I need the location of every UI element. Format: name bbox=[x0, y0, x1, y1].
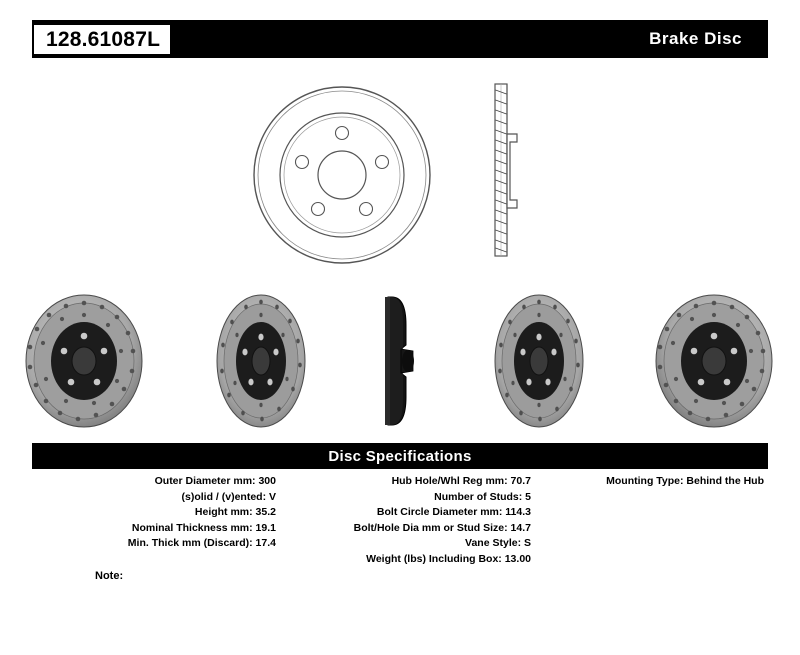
note-label: Note: bbox=[95, 570, 124, 582]
part-number: 128.61087L bbox=[34, 25, 170, 54]
spec-item: Nominal Thickness mm: 19.1 bbox=[131, 521, 276, 534]
spec-column-right bbox=[537, 474, 768, 567]
spec-item: Weight (lbs) Including Box: 13.00 bbox=[366, 552, 531, 565]
spec-item: Number of Studs: 5 bbox=[434, 490, 531, 503]
spec-item: Height mm: 35.2 bbox=[194, 506, 276, 518]
spec-header-label: Disc Specifications bbox=[328, 447, 472, 465]
spec-header-bar bbox=[32, 443, 768, 469]
spec-item: Hub Hole/Whl Reg mm: 70.7 bbox=[391, 475, 531, 487]
header-bar bbox=[32, 20, 768, 58]
top-illustration-area bbox=[32, 70, 768, 275]
rotor-cross-section bbox=[372, 291, 428, 431]
spec-item: Vane Style: S bbox=[465, 537, 531, 549]
spec-item: Mounting Type: Behind the Hub bbox=[606, 475, 764, 487]
rotor-drilled-front-right bbox=[648, 291, 778, 431]
spec-column-center bbox=[282, 474, 537, 567]
rotor-drilled-angled-right bbox=[483, 291, 593, 431]
note-row bbox=[95, 570, 123, 582]
spec-item: Bolt/Hole Dia mm or Stud Size: 14.7 bbox=[353, 521, 531, 534]
rotor-views-row bbox=[22, 288, 778, 433]
spec-column-left bbox=[32, 474, 282, 567]
page-title: Brake Disc bbox=[649, 29, 742, 48]
spec-columns bbox=[32, 474, 768, 567]
rotor-face-line-drawing bbox=[254, 87, 430, 263]
spec-item: Bolt Circle Diameter mm: 114.3 bbox=[376, 506, 531, 518]
spec-item: Min. Thick mm (Discard): 17.4 bbox=[127, 537, 276, 549]
rotor-drilled-front-left bbox=[22, 291, 152, 431]
spec-item: (s)olid / (v)ented: V bbox=[181, 490, 276, 503]
spec-item: Outer Diameter mm: 300 bbox=[154, 475, 276, 487]
top-views-svg bbox=[32, 70, 768, 275]
rotor-edge-line-drawing bbox=[495, 84, 517, 256]
rotor-drilled-angled-left bbox=[207, 291, 317, 431]
